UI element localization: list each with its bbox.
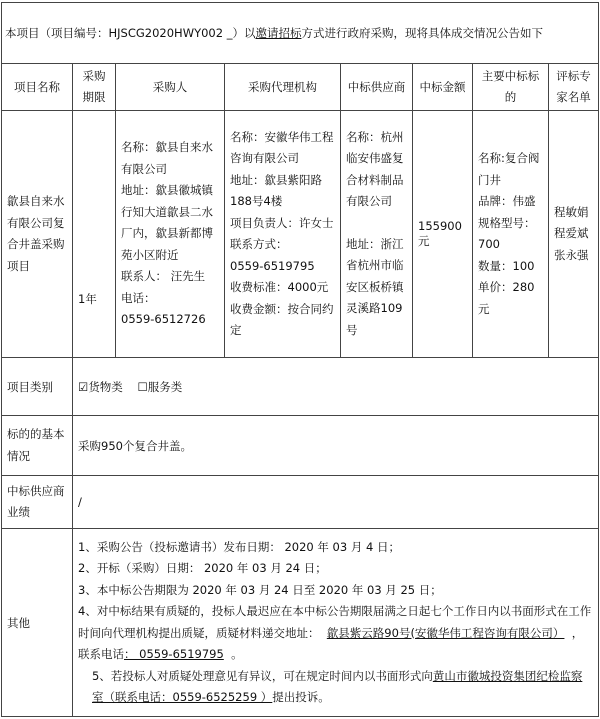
performance-value: /: [73, 476, 599, 529]
other-line-4: 4、对中标结果有质疑的，投标人最迟应在本中标公告期限届满之日起七个工作日内以书面形式在工作时间向代理机构提出质疑，质疑材料递交地址： 歙县紫云路90号(安徽华伟工程咨询有限公司） ， 联系电话： 0559-6519795 。: [78, 604, 592, 661]
basic-label: 标的的基本情况: [2, 416, 73, 476]
header-experts: 评标专家名单: [549, 64, 599, 111]
checkbox-services[interactable]: ☐: [137, 379, 148, 394]
header-purchaser: 采购人: [116, 64, 225, 111]
project-name: 歙县自来水有限公司复合井盖采购项目: [2, 111, 73, 358]
other-line-1: 1、采购公告（投标邀请书）发布日期： 2020 年 03 月 4 日；: [78, 539, 400, 554]
amount: 155900元: [413, 111, 473, 358]
category-label: 项目类别: [2, 358, 73, 416]
announcement-table: [1, 2, 599, 717]
header-period: 采购期限: [73, 64, 116, 111]
intro-text: 本项目（项目编号：HJSCG2020HWY002 _）以邀请招标方式进行政府采购，现将具体成交情况公告如下: [2, 3, 599, 64]
other-content: [73, 529, 599, 717]
supplier: 名称：杭州临安伟盛复合材料制品有限公司 地址：浙江省杭州市临安区板桥镇灵溪路109号: [341, 111, 413, 358]
header-agency: 采购代理机构: [225, 64, 341, 111]
performance-label: 中标供应商业绩: [2, 476, 73, 529]
header-supplier: 中标供应商: [341, 64, 413, 111]
header-subject: 主要中标标的: [473, 64, 549, 111]
other-line-5: 5、若投标人对质疑处理意见有异议，可在规定时间内以书面形式向黄山市徽城投资集团纪检监察室（联系电话：0559-6525259 ）提出投诉。: [92, 668, 583, 704]
experts: 程敏娟 程爱斌 张永强: [549, 111, 599, 358]
purchaser: 名称：歙县自来水有限公司 地址：歙县徽城镇行知大道歙县二水厂内，歙县新都博苑小区附近 联系人： 汪先生 电话： 0559-6512726: [116, 111, 225, 358]
other-line-2: 2、开标（采购）日期： 2020 年 03 月 24 日；: [78, 561, 327, 575]
basic-value: 采购950个复合井盖。: [73, 416, 599, 476]
procurement-method: 邀请招标: [255, 26, 302, 40]
header-amount: 中标金额: [413, 64, 473, 111]
header-project-name: 项目名称: [2, 64, 73, 111]
subject: 名称:复合阀门井 品牌：伟盛 规格型号： 700 数量：100 单价：280元: [473, 111, 549, 358]
agency: 名称：安徽华伟工程咨询有限公司 地址：歙县紫阳路188号4楼 项目负责人：许女士 联系方式： 0559-6519795 收费标准：4000元 收费金额：按合同约定: [225, 111, 341, 358]
period: 1年: [73, 111, 116, 358]
other-line-3: 3、本中标公告期限为 2020 年 03 月 24 日至 2020 年 03 月 25 日；: [78, 582, 442, 597]
category-options: ☑货物类 ☐服务类: [73, 358, 599, 416]
other-label: 其他: [2, 529, 73, 717]
checkbox-goods[interactable]: ☑: [78, 379, 89, 394]
